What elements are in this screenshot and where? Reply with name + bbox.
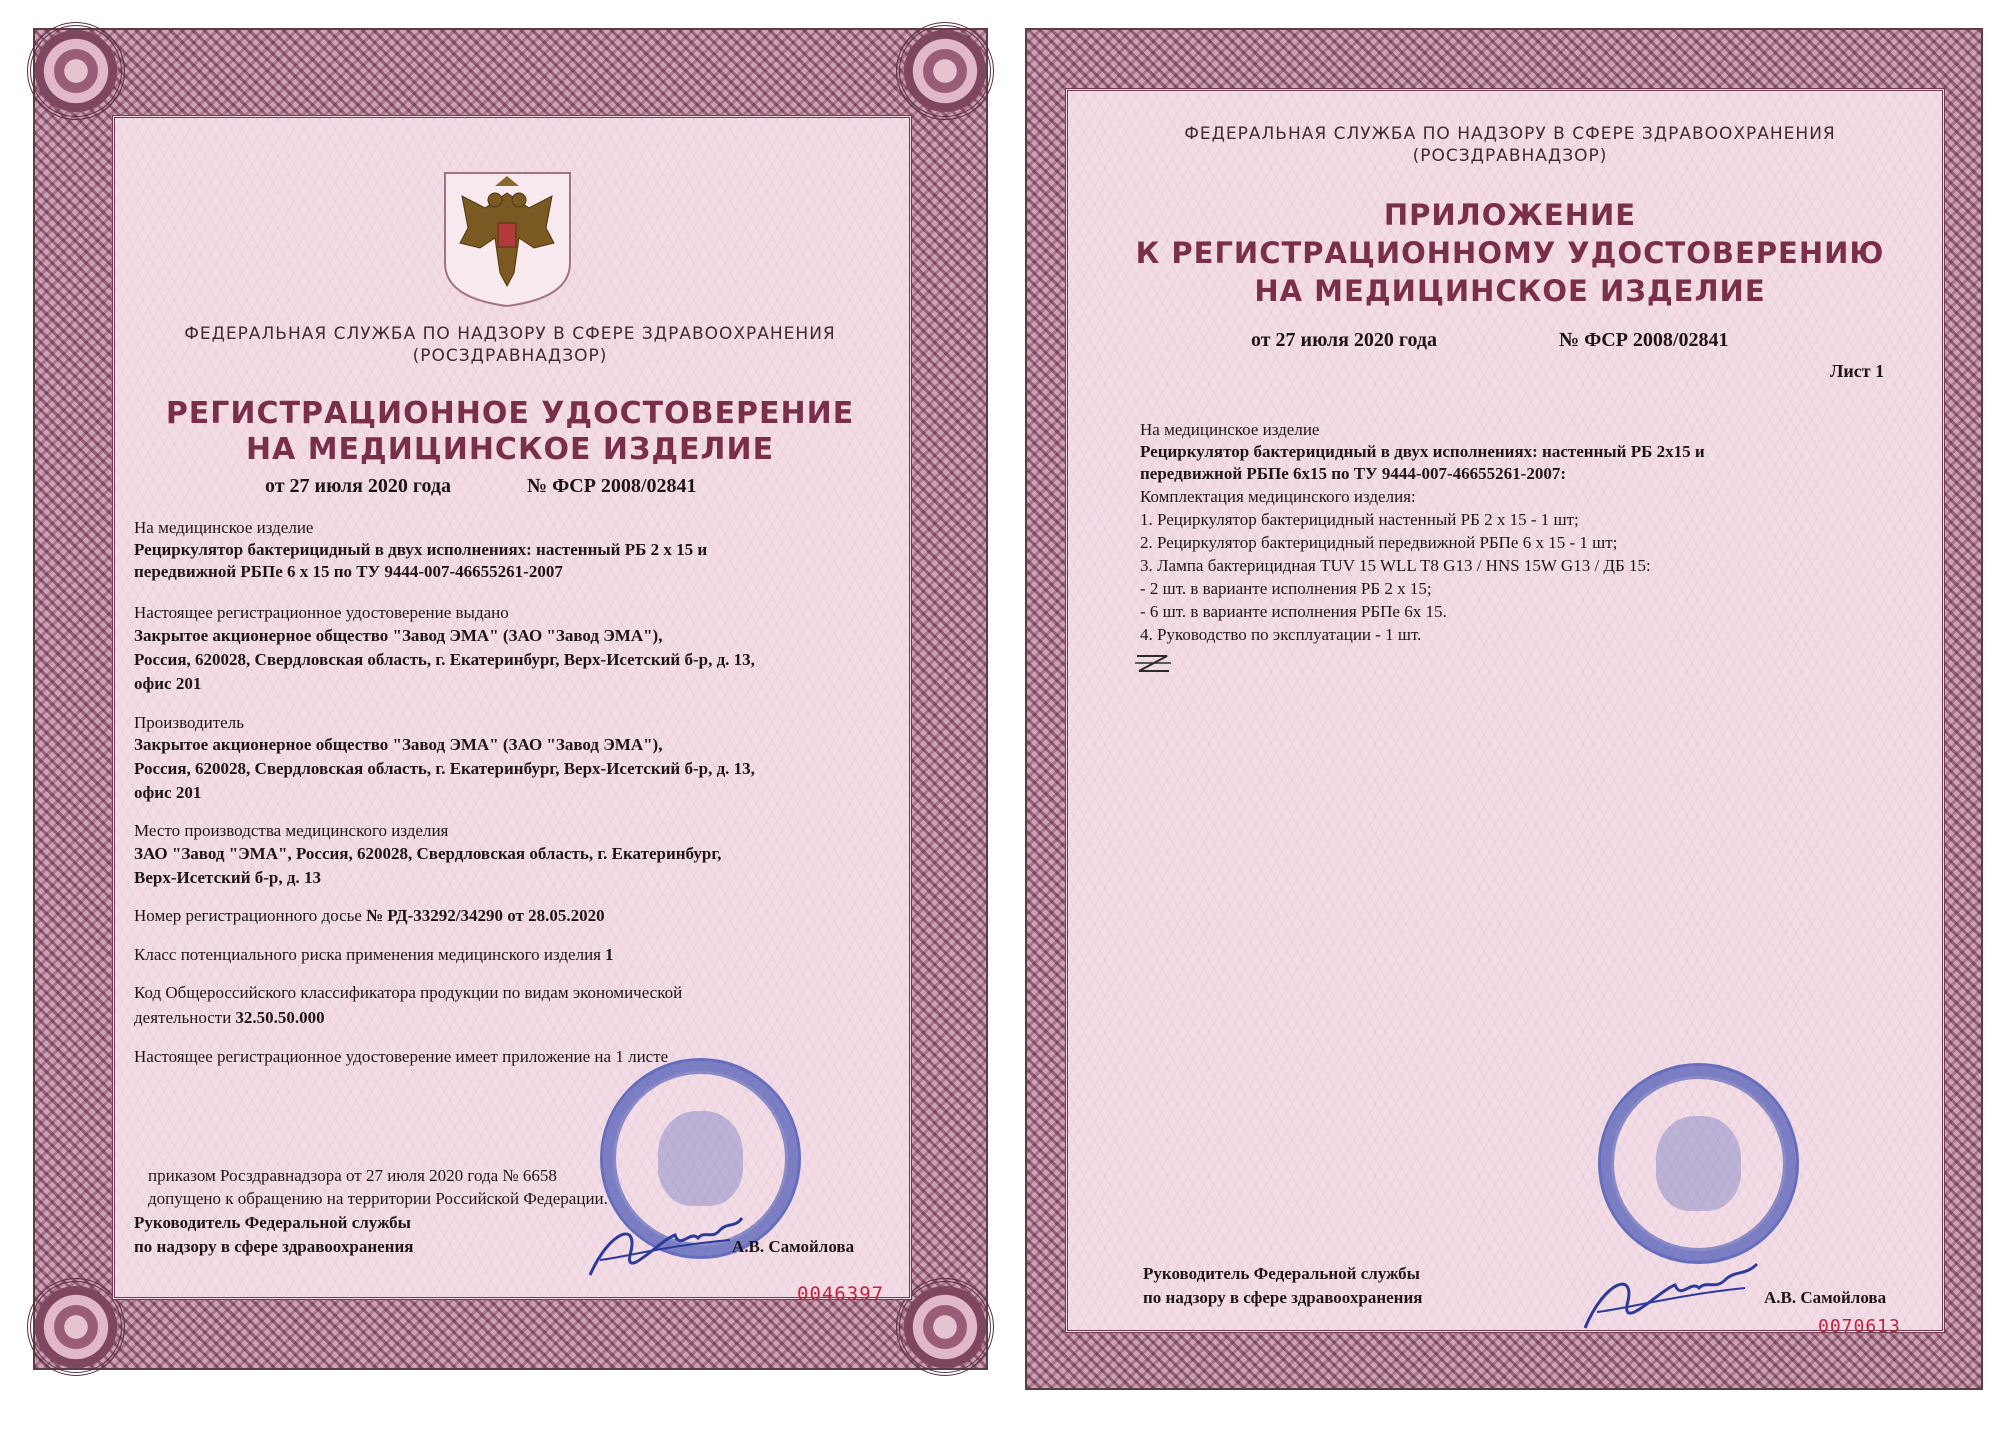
sheet-number: Лист 1: [1830, 361, 1885, 381]
agency-name: ФЕДЕРАЛЬНАЯ СЛУЖБА ПО НАДЗОРУ В СФЕРЕ ЗДРАВООХРАНЕНИЯ: [184, 324, 836, 344]
head-name: А.В. Самойлова: [1764, 1288, 1887, 1307]
signature-icon: [1575, 1240, 1765, 1340]
agency-name: ФЕДЕРАЛЬНАЯ СЛУЖБА ПО НАДЗОРУ В СФЕРЕ ЗДРАВООХРАНЕНИЯ: [1184, 124, 1836, 144]
okp-code: 32.50.50.000: [235, 1008, 325, 1027]
certificate-date: от 27 июля 2020 года: [1251, 329, 1438, 351]
head-title-cont: по надзору в сфере здравоохранения: [1143, 1288, 1423, 1307]
device-name: Рециркулятор бактерицидный в двух исполнениях: настенный РБ 2 х 15 и: [134, 540, 708, 559]
page-title: ПРИЛОЖЕНИЕ: [1383, 198, 1637, 232]
dossier-label: Номер регистрационного досье: [134, 906, 362, 925]
serial-number: 0070613: [1818, 1316, 1901, 1337]
page-subtitle: К РЕГИСТРАЦИОННОМУ УДОСТОВЕРЕНИЮ: [1135, 236, 1885, 270]
okp-label: Код Общероссийского классификатора продукции по видам экономической: [134, 983, 683, 1002]
manufacturer-name: Закрытое акционерное общество "Завод ЭМА" (ЗАО "Завод ЭМА"),: [134, 735, 663, 754]
kit-item: - 2 шт. в варианте исполнения РБ 2 х 15;: [1140, 579, 1432, 598]
dossier-value: № РД-33292/34290 от 28.05.2020: [365, 906, 605, 925]
order-note-cont: допущено к обращению на территории Российской Федерации.: [148, 1189, 608, 1208]
ornament-icon: [27, 1278, 125, 1376]
head-name: А.В. Самойлова: [732, 1237, 855, 1256]
manufacturer-label: Производитель: [134, 713, 244, 732]
okp-label-cont: деятельности: [134, 1008, 232, 1027]
manufacturer-address: Россия, 620028, Свердловская область, г. Екатеринбург, Верх-Исетский б-р, д. 13,: [134, 759, 755, 778]
head-title: Руководитель Федеральной службы: [134, 1213, 411, 1232]
ornament-icon: [27, 22, 125, 120]
page-subtitle: НА МЕДИЦИНСКОЕ ИЗДЕЛИЕ: [245, 432, 775, 467]
seal-eagle-icon: [1656, 1116, 1741, 1211]
issued-label: Настоящее регистрационное удостоверение выдано: [134, 603, 509, 622]
kit-item: 1. Рециркулятор бактерицидный настенный РБ 2 х 15 - 1 шт;: [1140, 510, 1579, 529]
manufacturer-office: офис 201: [134, 783, 202, 802]
kit-item: 4. Руководство по эксплуатации - 1 шт.: [1140, 625, 1422, 644]
kit-item: 3. Лампа бактерицидная TUV 15 WLL T8 G13 / HNS 15W G13 / ДБ 15:: [1140, 556, 1651, 575]
head-title-cont: по надзору в сфере здравоохранения: [134, 1237, 414, 1256]
head-title: Руководитель Федеральной службы: [1143, 1264, 1420, 1283]
seal-eagle-icon: [658, 1111, 743, 1206]
device-label: На медицинское изделие: [1140, 420, 1320, 439]
agency-short-name: (РОСЗДРАВНАДЗОР): [1412, 146, 1608, 166]
page-title: РЕГИСТРАЦИОННОЕ УДОСТОВЕРЕНИЕ: [165, 396, 855, 431]
risk-class-row: [134, 945, 614, 965]
annex-note: Настоящее регистрационное удостоверение имеет приложение на 1 листе: [134, 1047, 669, 1066]
issued-address: Россия, 620028, Свердловская область, г. Екатеринбург, Верх-Исетский б-р, д. 13,: [134, 650, 755, 669]
device-label: На медицинское изделие: [134, 518, 314, 537]
ornament-icon: [896, 22, 994, 120]
certificate-annex: [1025, 28, 1983, 1390]
production-place-cont: Верх-Исетский б-р, д. 13: [134, 868, 321, 887]
risk-class-label: Класс потенциального риска применения медицинского изделия: [134, 945, 601, 964]
okp-row: [134, 1008, 325, 1028]
certificate-date: от 27 июля 2020 года: [265, 475, 452, 497]
issued-to: Закрытое акционерное общество "Завод ЭМА" (ЗАО "Завод ЭМА"),: [134, 626, 663, 645]
issued-office: офис 201: [134, 674, 202, 693]
risk-class-value: 1: [605, 945, 614, 964]
z-mark-icon: [1133, 650, 1173, 676]
page-subtitle-cont: НА МЕДИЦИНСКОЕ ИЗДЕЛИЕ: [1254, 274, 1766, 308]
serial-number: 0046397: [797, 1283, 885, 1305]
production-place-label: Место производства медицинского изделия: [134, 821, 449, 840]
dossier-row: [134, 906, 605, 926]
coat-of-arms-icon: [440, 168, 575, 308]
device-name-cont: передвижной РБПе 6х15 по ТУ 9444-007-46655261-2007:: [1140, 464, 1567, 483]
agency-short-name: (РОСЗДРАВНАДЗОР): [412, 346, 608, 366]
certificate-number: № ФСР 2008/02841: [1559, 329, 1729, 351]
kit-item: 2. Рециркулятор бактерицидный передвижной РБПе 6 х 15 - 1 шт;: [1140, 533, 1618, 552]
kit-item: - 6 шт. в варианте исполнения РБПе 6х 15.: [1140, 602, 1447, 621]
signature-icon: [580, 1200, 750, 1290]
official-seal: [1598, 1063, 1799, 1264]
device-name-cont: передвижной РБПе 6 х 15 по ТУ 9444-007-46655261-2007: [134, 562, 563, 581]
order-note: приказом Росздравнадзора от 27 июля 2020 года № 6658: [148, 1166, 557, 1185]
kit-label: Комплектация медицинского изделия:: [1140, 487, 1416, 506]
production-place: ЗАО "Завод "ЭМА", Россия, 620028, Свердловская область, г. Екатеринбург,: [134, 844, 722, 863]
certificate-number: № ФСР 2008/02841: [527, 475, 697, 497]
device-name: Рециркулятор бактерицидный в двух исполнениях: настенный РБ 2х15 и: [1140, 442, 1705, 461]
